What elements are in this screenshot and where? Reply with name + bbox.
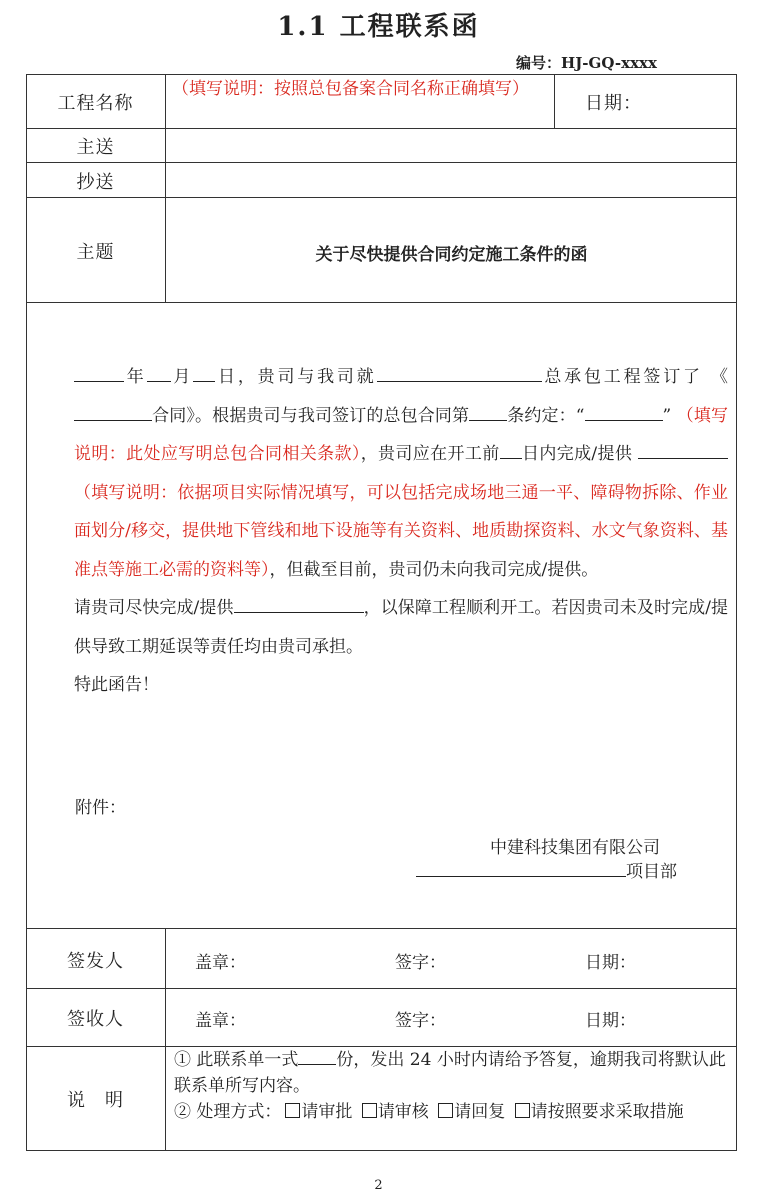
- cc-label: 抄送: [76, 172, 115, 193]
- conditions-hint: （填写说明：依据项目实际情况填写，可以包括完成场地三通一平、障碍物拆除、作业面划分/移交，提供地下管线和地下设施等有关资料、地质勘探资料、水文气象资料、基准点等施工必需的资料等）: [74, 482, 728, 580]
- approve-checkbox[interactable]: [285, 1103, 300, 1118]
- receiver-label: 签收人: [67, 1009, 124, 1030]
- project-dept-line: 项目部: [416, 857, 677, 882]
- issuer-sign-label: 签字：: [395, 953, 446, 973]
- subject-label: 主题: [76, 242, 115, 263]
- issuer-stamp-label: 盖章：: [195, 953, 246, 973]
- document-number-label: 编号：: [516, 54, 562, 72]
- attachment-label: 附件：: [75, 798, 126, 818]
- page-number: 2: [374, 1178, 383, 1193]
- receiver-date-label: 日期：: [585, 1011, 636, 1031]
- notes-content: [174, 1047, 730, 1125]
- closing-phrase: 特此函告！: [74, 675, 159, 695]
- issuer-label: 签发人: [67, 951, 124, 972]
- letter-body: 年 月 日，贵司与我司就 总承包工程签订了 《合同》。根据贵司与我司签订的总包合同第 条约定：“ ” （填写说明：此处应写明总包合同相关条款），贵司应在开工前 日内完成/提供 （填写说明：依据项目实际情况填写，可以包括完成场地三通一平、障碍物拆除、作业面划分/移交，提供地下管线和地下设施等有关资料、地质勘探资料、水文气象资料、基准点等施工必需的资料等），但截至目前，贵司仍未向我司完成/提供。 请贵司尽快完成/提供 ，以保障工程顺利开工。若因贵司未及时完成/提供导致工期延误等责任均由贵司承担。 特此函告！: [40, 358, 728, 705]
- take-measures-checkbox[interactable]: [515, 1103, 530, 1118]
- notes-label: 说 明: [67, 1090, 124, 1111]
- project-name-label: 工程名称: [57, 93, 134, 114]
- date-label: 日期：: [585, 93, 642, 114]
- notes-line-2: ② 处理方式： 请审批 请审核 请回复 请按照要求采取措施: [174, 1102, 684, 1122]
- company-name: 中建科技集团有限公司: [490, 838, 660, 858]
- document-number: [516, 52, 657, 73]
- issuer-date-label: 日期：: [585, 953, 636, 973]
- receiver-sign-label: 签字：: [395, 1011, 446, 1031]
- reply-checkbox[interactable]: [438, 1103, 453, 1118]
- receiver-stamp-label: 盖章：: [195, 1011, 246, 1031]
- project-name-hint[interactable]: （填写说明：按照总包备案合同名称正确填写）: [172, 79, 529, 99]
- page-title: 1.1 工程联系函: [277, 12, 480, 42]
- send-to-label: 主送: [76, 137, 115, 158]
- review-checkbox[interactable]: [362, 1103, 377, 1118]
- notes-line-1: ① 此联系单一式 份，发出 24 小时内请给予答复，逾期我司将默认此联系单所写内容。: [174, 1047, 730, 1099]
- subject-text: 关于尽快提供合同约定施工条件的函: [315, 245, 588, 265]
- document-number-value: HJ-GQ-xxxx: [561, 54, 657, 72]
- contract-clause-hint: （填写说明：此处应写明总包合同相关条款）: [74, 405, 729, 464]
